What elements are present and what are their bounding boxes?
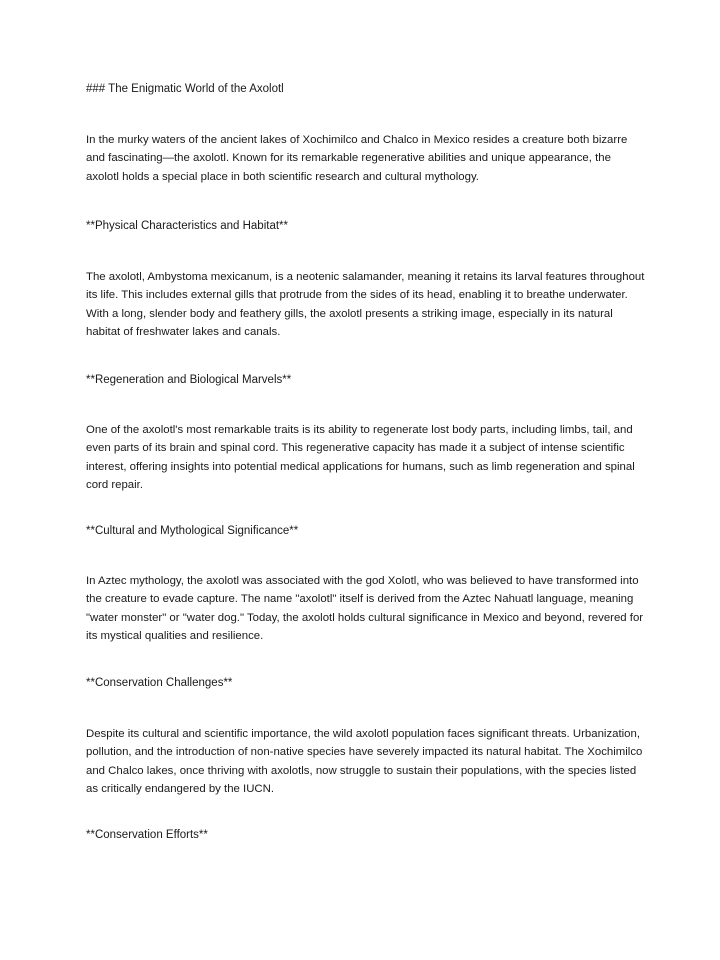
section-title-physical: **Physical Characteristics and Habitat** — [86, 220, 288, 232]
section-body-physical: The axolotl, Ambystoma mexicanum, is a neotenic salamander, meaning it retains its larval features throughout its life. This includes external gills that protrude from the sides of its head, enabling it to breathe underwater. With a long, slender body and feathery gills, the axolotl presents a striking image, especially in its natural habitat of freshwater lakes and canals. — [86, 271, 645, 338]
intro-paragraph: In the murky waters of the ancient lakes of Xochimilco and Chalco in Mexico resides a creature both bizarre and fascinating—the axolotl. Known for its remarkable regenerative abilities and unique appearance, the axolotl holds a special place in both scientific research and cultural mythology. — [86, 134, 628, 183]
section-body-challenges: Despite its cultural and scientific importance, the wild axolotl population faces significant threats. Urbanization, pollution, and the introduction of non-native species have severely impacted its natural habitat. The Xochimilco and Chalco lakes, once thriving with axolotls, now struggle to sustain their populations, with the species listed as critically endangered by the IUCN. — [86, 728, 643, 795]
section-title-efforts: **Conservation Efforts** — [86, 829, 208, 841]
section-title-challenges: **Conservation Challenges** — [86, 677, 233, 689]
section-body-regeneration: One of the axolotl's most remarkable traits is its ability to regenerate lost body parts, including limbs, tail, and even parts of its brain and spinal cord. This regenerative capacity has made it a subject of intense scientific interest, offering insights into potential medical applications for humans, such as limb regeneration and spinal cord repair. — [86, 424, 635, 491]
document-heading: ### The Enigmatic World of the Axolotl — [86, 83, 284, 95]
section-title-regeneration: **Regeneration and Biological Marvels** — [86, 374, 292, 386]
section-title-cultural: **Cultural and Mythological Significance** — [86, 525, 299, 537]
section-body-cultural: In Aztec mythology, the axolotl was associated with the god Xolotl, who was believed to have transformed into the creature to evade capture. The name "axolotl" itself is derived from the Aztec Nahuatl language, meaning "water monster" or "water dog." Today, the axolotl holds cultural significance in Mexico and beyond, revered for its mystical qualities and resilience. — [86, 575, 644, 642]
